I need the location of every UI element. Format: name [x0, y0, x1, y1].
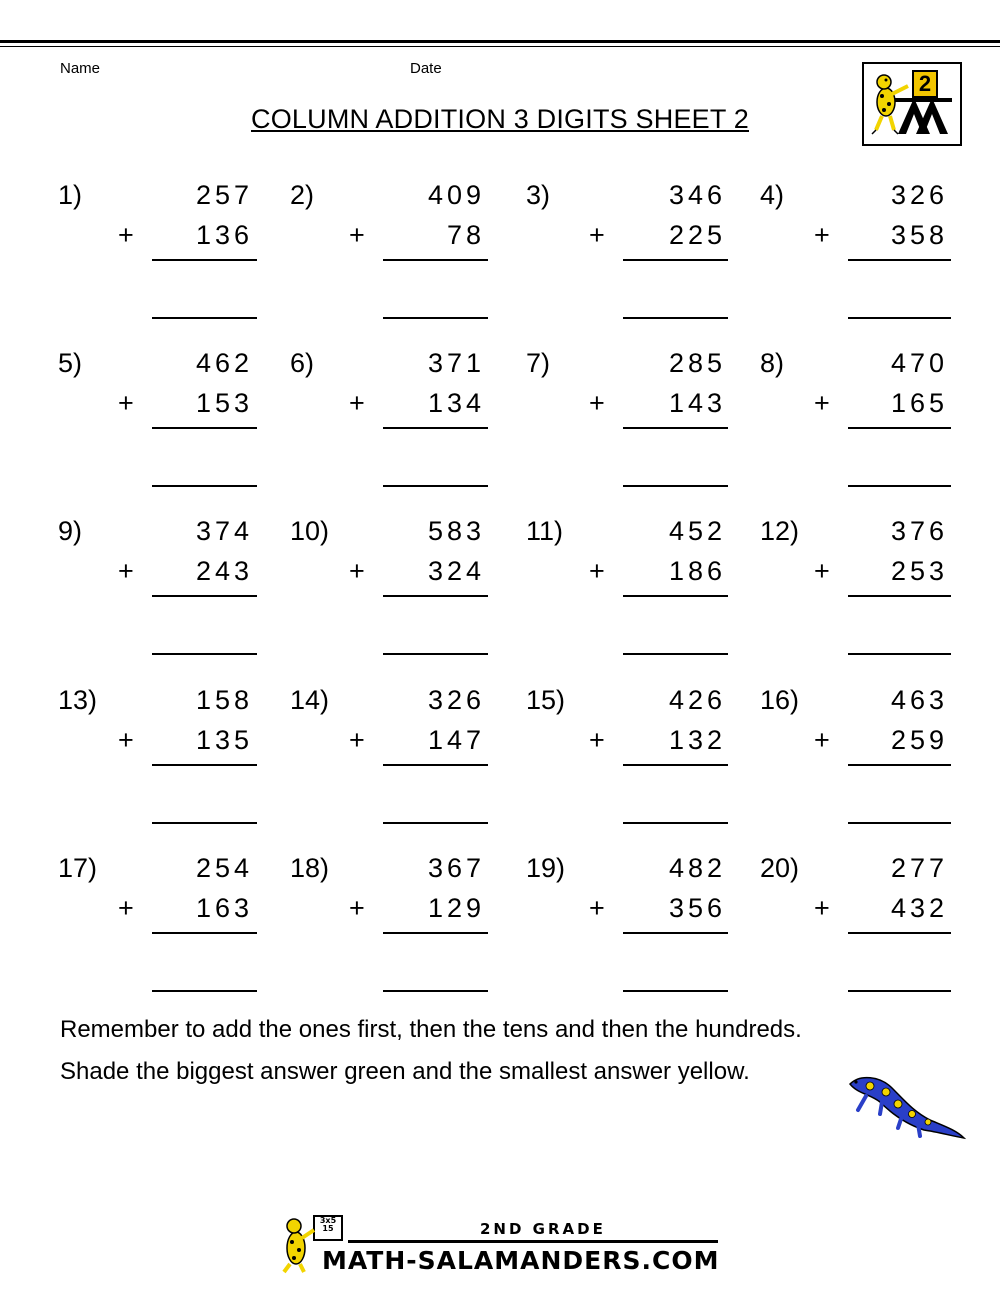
sum-line	[848, 764, 951, 766]
sum-line	[623, 427, 728, 429]
plus-sign: +	[118, 220, 134, 250]
plus-sign: +	[589, 893, 605, 923]
sum-line	[152, 595, 257, 597]
sum-line	[848, 259, 951, 261]
plus-sign: +	[814, 556, 830, 586]
plus-sign: +	[589, 725, 605, 755]
top-addend: 257	[195, 180, 253, 210]
answer-line	[383, 317, 488, 319]
problem-13	[58, 685, 288, 825]
plus-sign: +	[589, 220, 605, 250]
bottom-addend: 135	[195, 725, 253, 755]
problem-6	[290, 348, 520, 488]
problem-4	[760, 180, 990, 320]
answer-line	[383, 653, 488, 655]
answer-line	[623, 485, 728, 487]
problem-number: 7)	[526, 348, 551, 378]
problem-2	[290, 180, 520, 320]
bottom-addend: 225	[668, 220, 726, 250]
bottom-addend: 356	[668, 893, 726, 923]
problem-9	[58, 516, 288, 656]
sum-line	[623, 764, 728, 766]
answer-line	[623, 317, 728, 319]
answer-line	[152, 822, 257, 824]
top-addend: 158	[195, 685, 253, 715]
plus-sign: +	[118, 893, 134, 923]
problem-1	[58, 180, 288, 320]
problem-14	[290, 685, 520, 825]
answer-line	[623, 822, 728, 824]
instruction-line-1: Remember to add the ones first, then the tens and then the hundreds.	[60, 1016, 802, 1043]
problem-3	[526, 180, 756, 320]
sum-line	[152, 932, 257, 934]
top-addend: 374	[195, 516, 253, 546]
footer-rule	[348, 1240, 718, 1243]
sum-line	[848, 932, 951, 934]
problem-18	[290, 853, 520, 993]
plus-sign: +	[118, 725, 134, 755]
problem-15	[526, 685, 756, 825]
problem-number: 10)	[290, 516, 330, 546]
answer-line	[383, 822, 488, 824]
top-addend: 285	[668, 348, 726, 378]
bottom-addend: 129	[427, 893, 485, 923]
answer-line	[152, 317, 257, 319]
answer-line	[623, 653, 728, 655]
plus-sign: +	[589, 556, 605, 586]
top-addend: 409	[427, 180, 485, 210]
answer-line	[848, 317, 951, 319]
bottom-addend: 358	[890, 220, 948, 250]
problem-number: 6)	[290, 348, 315, 378]
plus-sign: +	[814, 893, 830, 923]
bottom-addend: 324	[427, 556, 485, 586]
plus-sign: +	[349, 388, 365, 418]
problem-7	[526, 348, 756, 488]
problem-10	[290, 516, 520, 656]
problem-number: 14)	[290, 685, 330, 715]
problem-number: 1)	[58, 180, 83, 210]
bottom-addend: 153	[195, 388, 253, 418]
problem-number: 18)	[290, 853, 330, 883]
top-addend: 462	[195, 348, 253, 378]
bottom-addend: 78	[446, 220, 485, 250]
plus-sign: +	[118, 388, 134, 418]
problem-number: 3)	[526, 180, 551, 210]
top-rule-thin	[0, 46, 1000, 47]
bottom-addend: 147	[427, 725, 485, 755]
footer-site-text: MATH-SALAMANDERS.COM	[322, 1246, 720, 1275]
blue-salamander-icon	[840, 1068, 970, 1148]
sum-line	[383, 427, 488, 429]
plus-sign: +	[814, 725, 830, 755]
problem-8	[760, 348, 990, 488]
answer-line	[152, 990, 257, 992]
top-addend: 482	[668, 853, 726, 883]
sum-line	[383, 764, 488, 766]
answer-line	[383, 990, 488, 992]
plus-sign: +	[118, 556, 134, 586]
top-rule	[0, 40, 1000, 43]
footer-grade-text: 2ND GRADE	[480, 1220, 606, 1238]
bottom-addend: 186	[668, 556, 726, 586]
top-addend: 583	[427, 516, 485, 546]
plus-sign: +	[349, 220, 365, 250]
problem-5	[58, 348, 288, 488]
sum-line	[623, 259, 728, 261]
problem-number: 19)	[526, 853, 566, 883]
problem-number: 8)	[760, 348, 785, 378]
bottom-addend: 259	[890, 725, 948, 755]
top-addend: 426	[668, 685, 726, 715]
grade-badge: 2	[912, 70, 938, 98]
sum-line	[848, 595, 951, 597]
bottom-addend: 134	[427, 388, 485, 418]
plus-sign: +	[349, 893, 365, 923]
instruction-line-2: Shade the biggest answer green and the smallest answer yellow.	[60, 1058, 750, 1085]
bottom-addend: 163	[195, 893, 253, 923]
plus-sign: +	[349, 725, 365, 755]
top-addend: 452	[668, 516, 726, 546]
problem-number: 2)	[290, 180, 315, 210]
problem-number: 20)	[760, 853, 800, 883]
footer-board-text: 3x5 15	[319, 1216, 337, 1233]
answer-line	[623, 990, 728, 992]
plus-sign: +	[349, 556, 365, 586]
answer-line	[848, 990, 951, 992]
grade-logo	[862, 62, 962, 146]
bottom-addend: 243	[195, 556, 253, 586]
problem-number: 16)	[760, 685, 800, 715]
problem-number: 12)	[760, 516, 800, 546]
plus-sign: +	[814, 388, 830, 418]
top-addend: 367	[427, 853, 485, 883]
name-label: Name	[60, 60, 101, 77]
sum-line	[383, 595, 488, 597]
sum-line	[152, 427, 257, 429]
salamander-logo-icon	[864, 64, 960, 144]
page-title: COLUMN ADDITION 3 DIGITS SHEET 2	[251, 104, 749, 134]
sum-line	[152, 764, 257, 766]
top-addend: 277	[890, 853, 948, 883]
plus-sign: +	[814, 220, 830, 250]
problem-17	[58, 853, 288, 993]
problem-16	[760, 685, 990, 825]
top-addend: 346	[668, 180, 726, 210]
problem-number: 9)	[58, 516, 83, 546]
top-addend: 470	[890, 348, 948, 378]
sum-line	[848, 427, 951, 429]
answer-line	[848, 653, 951, 655]
problem-number: 13)	[58, 685, 98, 715]
answer-line	[383, 485, 488, 487]
problem-number: 11)	[526, 516, 564, 546]
top-addend: 326	[890, 180, 948, 210]
bottom-addend: 132	[668, 725, 726, 755]
bottom-addend: 253	[890, 556, 948, 586]
answer-line	[848, 485, 951, 487]
top-addend: 376	[890, 516, 948, 546]
date-label: Date	[410, 60, 442, 77]
sum-line	[152, 259, 257, 261]
answer-line	[152, 485, 257, 487]
problem-20	[760, 853, 990, 993]
bottom-addend: 432	[890, 893, 948, 923]
problem-19	[526, 853, 756, 993]
answer-line	[848, 822, 951, 824]
bottom-addend: 143	[668, 388, 726, 418]
problem-number: 5)	[58, 348, 83, 378]
top-addend: 254	[195, 853, 253, 883]
plus-sign: +	[589, 388, 605, 418]
top-addend: 326	[427, 685, 485, 715]
top-addend: 463	[890, 685, 948, 715]
sum-line	[383, 259, 488, 261]
problem-number: 17)	[58, 853, 98, 883]
problem-number: 15)	[526, 685, 566, 715]
problem-11	[526, 516, 756, 656]
sum-line	[383, 932, 488, 934]
sum-line	[623, 595, 728, 597]
answer-line	[152, 653, 257, 655]
problem-12	[760, 516, 990, 656]
bottom-addend: 136	[195, 220, 253, 250]
bottom-addend: 165	[890, 388, 948, 418]
top-addend: 371	[427, 348, 485, 378]
sum-line	[623, 932, 728, 934]
problem-number: 4)	[760, 180, 785, 210]
